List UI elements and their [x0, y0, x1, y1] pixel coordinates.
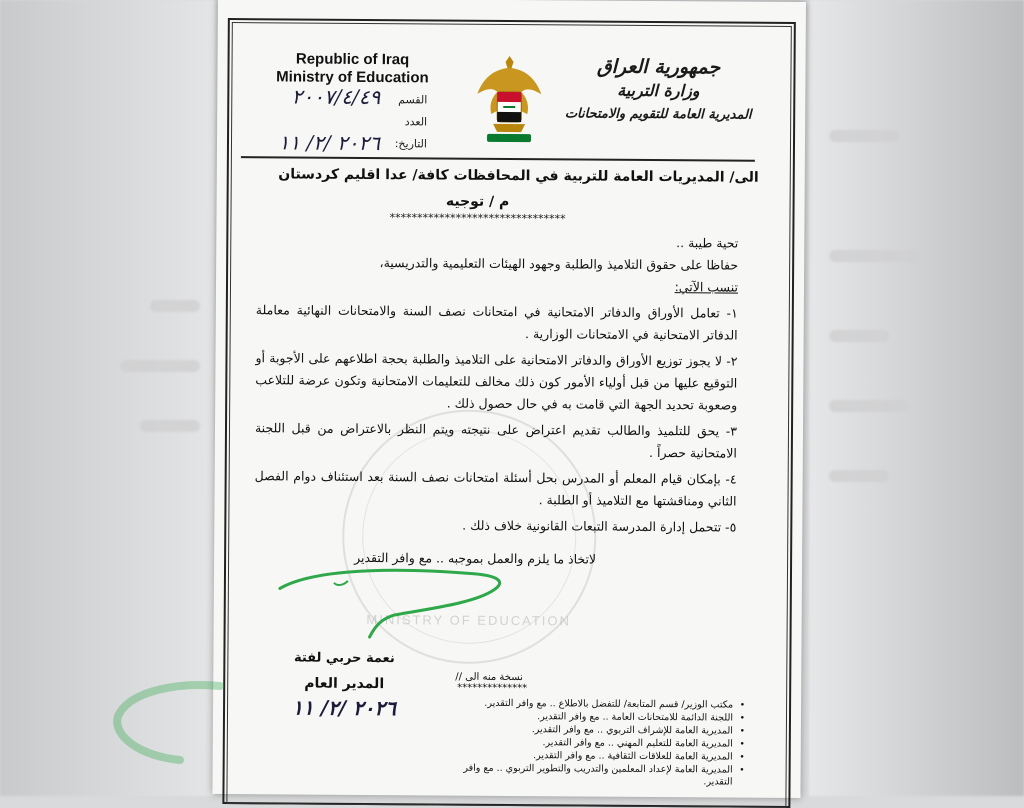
letterhead-directorate-ar: المديرية العامة للتقويم والامتحانات [564, 106, 752, 123]
directive-item: ١- تعامل الأوراق والدفاتر الامتحانية في امتحانات نصف السنة والامتحانات النهائية معاملة الدفاتر الامتحانية في الامتحانات الوزارية . [255, 302, 738, 343]
reference-block [235, 84, 435, 156]
letterhead-country: Republic of Iraq [295, 50, 410, 69]
greeting: تحية طيبة .. [676, 235, 739, 251]
list-item: • مكتب الوزير/ قسم المتابعة/ للتفضل بالاطلاع .. مع وافر التقدير. [445, 698, 745, 712]
iraq-eagle-emblem-icon [473, 48, 546, 153]
directive-item: ٣- يحق للتلميذ والطالب تقديم اعتراض على نتيجته ويتم النظر بالاعتراض من قبل اللجنة الامتحانية حصراً . [254, 420, 738, 461]
subject-separator: ******************************** [389, 211, 566, 226]
intro-paragraph: حفاظا على حقوق التلاميذ والطلبة وجهود الهيئات التعليمية والتدريسية، [379, 255, 739, 273]
list-item: • اللجنة الدائمة للامتحانات العامة .. مع وافر التقدير. [445, 711, 745, 725]
ref-number-label: العدد [404, 115, 428, 129]
ghost-line [829, 470, 889, 482]
document-page [212, 0, 806, 798]
directive-item: ٥- تتحمل إدارة المدرسة التبعات القانونية خلاف ذلك . [462, 517, 737, 535]
ghost-line [829, 250, 919, 262]
signatory-title: المدير العام [304, 675, 385, 693]
ghost-line [829, 330, 889, 342]
list-item: • المديرية العامة لإعداد المعلمين والتدريب والتطوير التربوي .. مع وافر التقدير. [445, 763, 745, 789]
signatory-date: ٢٠٢٦ /٢/ ١١ [292, 695, 397, 721]
decision-heading: تنسب الآتي: [674, 279, 739, 295]
copy-to-title: نسخة منه الى // [455, 671, 524, 684]
ref-section-label: القسم [398, 93, 428, 107]
letterhead-ministry-ar: وزارة التربية [617, 80, 700, 101]
directive-item: ٤- بإمكان قيام المعلم أو المدرس بحل أسئلة امتحانات نصف السنة بعد استئناف دوام الفصل الثاني ومناقشتها مع التلاميذ أو الطلبة . [254, 468, 737, 509]
blurred-background-right [809, 0, 1024, 796]
signatory-name: نعمة حربي لفتة [293, 650, 395, 667]
directive-item: ٢- لا يجوز توزيع الأوراق والدفاتر الامتحانية على التلاميذ والطلبة بحجة اطلاعهم على الأجوبة أو التوقيع عليها من قبل أولياء الأمور كون ذلك مخالف للتعليمات الامتحانية وتكون عرضة للتلاعب وصعوبة تحديد الجهة التي قامت به في حال حصول ذلك . [255, 350, 738, 413]
green-ink-mark-icon [110, 676, 230, 766]
arabic-letterhead [563, 54, 753, 127]
ghost-line [829, 130, 899, 142]
ref-date-value: ٢٠٢٦ /٢/ ١١ [278, 130, 381, 156]
ref-date-label: التاريخ: [394, 137, 428, 151]
list-item: • المديرية العامة للتعليم المهني .. مع وافر التقدير. [445, 737, 745, 751]
ghost-line [120, 360, 200, 372]
closing-line: لاتخاذ ما يلزم والعمل بموجبه .. مع وافر التقدير [354, 549, 597, 567]
signature-block [269, 650, 419, 720]
ref-date-row [235, 132, 435, 155]
ref-number-value: ٢٠٠٧/٤/٤٩ [291, 84, 381, 110]
seal-text: MINISTRY OF EDUCATION [366, 611, 571, 629]
ghost-line [829, 400, 909, 412]
ghost-line [150, 300, 200, 312]
addressee-line: الى/ المديريات العامة للتربية في المحافظات كافة/ عدا اقليم كردستان [278, 166, 759, 186]
letterhead-ministry: Ministry of Education [276, 68, 429, 87]
list-item: • المديرية العامة للإشراف التربوي .. مع وافر التقدير. [445, 724, 745, 738]
copy-to-block [445, 672, 746, 790]
subject-line: م / توجيه [445, 193, 510, 210]
green-signature-icon [273, 558, 514, 650]
letterhead-country-ar: جمهورية العراق [596, 55, 721, 79]
letter-body [254, 166, 759, 567]
copy-to-list [445, 698, 746, 789]
list-item: • المديرية العامة للعلاقات الثقافية .. مع وافر التقدير. [445, 750, 745, 764]
ghost-line [140, 420, 200, 432]
english-letterhead [257, 50, 447, 87]
copy-to-separator: ************** [457, 682, 528, 695]
